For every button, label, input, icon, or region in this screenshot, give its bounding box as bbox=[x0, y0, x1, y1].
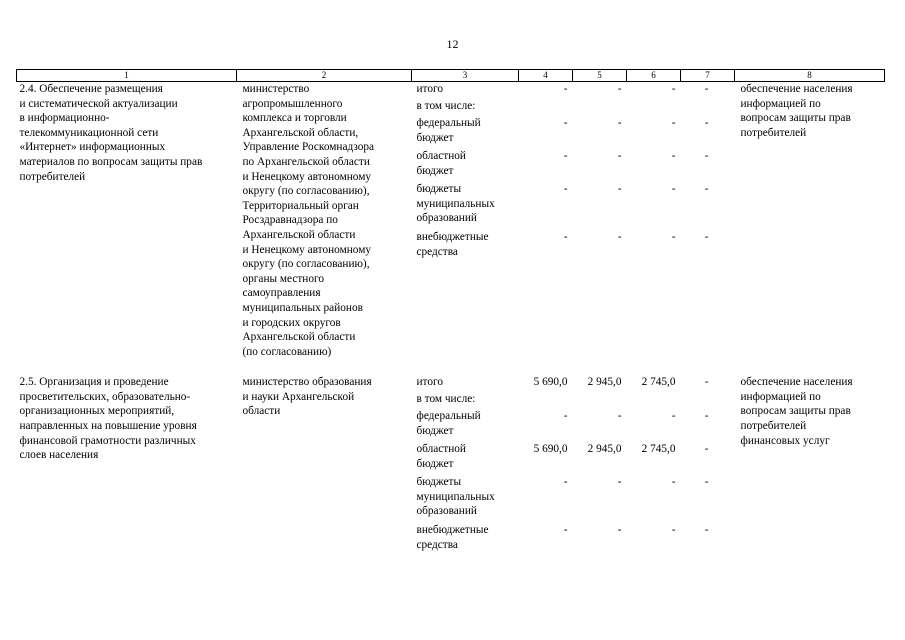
value-col5-cell bbox=[573, 82, 627, 360]
funding-value-c4 bbox=[519, 99, 568, 116]
funding-source-label: областной бюджет bbox=[416, 443, 466, 470]
column-number-row bbox=[17, 70, 885, 82]
funding-value-c7: - bbox=[704, 524, 709, 537]
col-number-5: 5 bbox=[573, 70, 627, 82]
funding-value-c7: - bbox=[704, 410, 709, 423]
table-row bbox=[17, 375, 885, 556]
funding-value-c6: - bbox=[671, 117, 676, 129]
funding-value-c4: 5 690,0 bbox=[533, 376, 568, 389]
funding-source-label: бюджеты муниципальных образований bbox=[416, 183, 495, 225]
activity-cell-text: 2.4. Обеспечение размещения и систематической актуализации в информационно- телекоммуникационной сети «Интернет» информационных материалов по вопросам защиты прав потребителей bbox=[19, 83, 203, 183]
page-number: 12 bbox=[446, 37, 459, 51]
funding-value-c7: - bbox=[704, 443, 709, 456]
funding-source-label: областной бюджет bbox=[416, 150, 466, 177]
executor-cell bbox=[237, 82, 412, 360]
funding-value-c7: - bbox=[704, 117, 709, 129]
funding-value-c5: - bbox=[617, 83, 622, 95]
funding-source-cell bbox=[412, 375, 519, 556]
result-cell bbox=[735, 82, 885, 360]
value-col4-cell bbox=[519, 82, 573, 360]
funding-value-c5: - bbox=[617, 476, 622, 489]
funding-value-c5: - bbox=[617, 117, 622, 129]
funding-value-c7 bbox=[681, 99, 709, 116]
funding-source-label: в том числе: bbox=[416, 393, 476, 406]
funding-value-c4: - bbox=[563, 524, 568, 537]
col-number-7: 7 bbox=[681, 70, 735, 82]
funding-source-cell bbox=[412, 82, 519, 360]
result-cell-text: обеспечение населения информацией по вопросам защиты прав потребителей bbox=[740, 83, 853, 139]
funding-value-c5: - bbox=[617, 524, 622, 537]
funding-value-c6 bbox=[627, 392, 676, 409]
funding-value-c5: - bbox=[617, 183, 622, 195]
activity-cell bbox=[17, 82, 237, 360]
funding-value-c5: - bbox=[617, 410, 622, 423]
funding-source-label: внебюджетные средства bbox=[416, 524, 489, 551]
row-spacer-cell bbox=[17, 359, 885, 375]
funding-value-c6: 2 745,0 bbox=[641, 376, 676, 389]
funding-source-label: федеральный бюджет bbox=[416, 117, 481, 144]
executor-cell-text: министерство образования и науки Архангельской области bbox=[242, 376, 372, 418]
funding-source-label: внебюджетные средства bbox=[416, 231, 489, 258]
funding-value-c6: - bbox=[671, 231, 676, 243]
funding-value-c4: - bbox=[563, 83, 568, 95]
funding-source-label: итого bbox=[416, 376, 443, 389]
funding-value-c5: - bbox=[617, 231, 622, 243]
funding-value-c7 bbox=[681, 392, 709, 409]
value-col6-cell bbox=[627, 82, 681, 360]
value-col7-cell bbox=[681, 375, 735, 556]
value-col6-cell bbox=[627, 375, 681, 556]
activity-cell bbox=[17, 375, 237, 556]
value-col4-cell bbox=[519, 375, 573, 556]
funding-value-c4: - bbox=[563, 410, 568, 423]
funding-value-c5: - bbox=[617, 150, 622, 162]
col-number-1: 1 bbox=[17, 70, 237, 82]
col-number-8: 8 bbox=[735, 70, 885, 82]
executor-cell-text: министерство агропромышленного комплекса и торговли Архангельской области, Управление Роскомнадзора по Архангельской области и Ненецкому автономному округу (по согласованию), Территориальный орган Росздравнадзора по Архангельской области и Ненецкому автономному округу (по согласованию), органы местного самоуправления муниципальных районов и городских округов Архангельской области (по согласованию) bbox=[242, 83, 375, 358]
funding-value-c7: - bbox=[704, 231, 709, 243]
result-cell bbox=[735, 375, 885, 556]
funding-value-c5: 2 945,0 bbox=[587, 376, 622, 389]
funding-value-c7: - bbox=[704, 476, 709, 489]
funding-value-c4: - bbox=[563, 117, 568, 129]
funding-source-label: в том числе: bbox=[416, 100, 476, 112]
funding-value-c6: - bbox=[671, 83, 676, 95]
funding-value-c6: - bbox=[671, 476, 676, 489]
value-col7-cell bbox=[681, 82, 735, 360]
col-number-3: 3 bbox=[412, 70, 519, 82]
col-number-4: 4 bbox=[519, 70, 573, 82]
funding-value-c4: - bbox=[563, 476, 568, 489]
funding-value-c4: 5 690,0 bbox=[533, 443, 568, 456]
funding-value-c7: - bbox=[704, 83, 709, 95]
funding-source-label: федеральный бюджет bbox=[416, 410, 481, 437]
value-col5-cell bbox=[573, 375, 627, 556]
funding-value-c6 bbox=[627, 99, 676, 116]
result-cell-text: обеспечение населения информацией по вопросам защиты прав потребителей финансовых услуг bbox=[740, 376, 853, 447]
funding-value-c6: - bbox=[671, 410, 676, 423]
row-spacer bbox=[17, 359, 885, 375]
funding-source-label: бюджеты муниципальных образований bbox=[416, 476, 495, 518]
funding-value-c4: - bbox=[563, 183, 568, 195]
funding-value-c4: - bbox=[563, 150, 568, 162]
funding-value-c6: - bbox=[671, 150, 676, 162]
funding-value-c4: - bbox=[563, 231, 568, 243]
funding-value-c7: - bbox=[704, 150, 709, 162]
funding-value-c5: 2 945,0 bbox=[587, 443, 622, 456]
col-number-2: 2 bbox=[237, 70, 412, 82]
funding-value-c5 bbox=[573, 99, 622, 116]
funding-value-c4 bbox=[519, 392, 568, 409]
table-row bbox=[17, 82, 885, 360]
executor-cell bbox=[237, 375, 412, 556]
funding-value-c6: - bbox=[671, 524, 676, 537]
funding-source-label: итого bbox=[416, 83, 443, 95]
program-table bbox=[16, 69, 885, 556]
funding-value-c5 bbox=[573, 392, 622, 409]
activity-cell-text: 2.5. Организация и проведение просветительских, образовательно- организационных мероприятий, направленных на повышение уровня финансовой грамотности различных слоев населения bbox=[19, 376, 197, 462]
funding-value-c7: - bbox=[704, 183, 709, 195]
funding-value-c6: 2 745,0 bbox=[641, 443, 676, 456]
funding-value-c7: - bbox=[704, 376, 709, 389]
col-number-6: 6 bbox=[627, 70, 681, 82]
funding-value-c6: - bbox=[671, 183, 676, 195]
